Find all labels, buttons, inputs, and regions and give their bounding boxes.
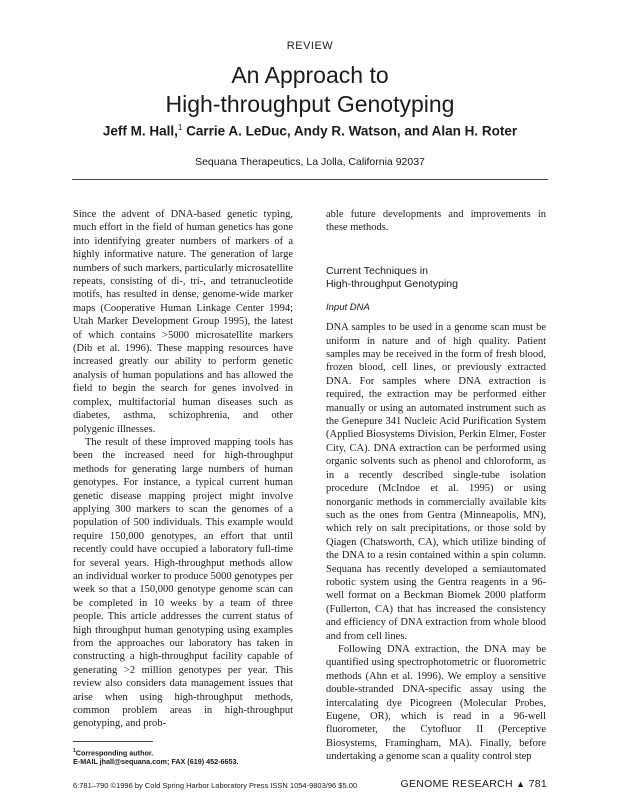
journal-name: GENOME RESEARCH <box>400 778 513 790</box>
author-names: Carrie A. LeDuc, Andy R. Watson, and Alan H. Roter <box>186 123 518 139</box>
article-title <box>0 61 620 119</box>
right-column <box>326 208 546 764</box>
paragraph: The result of these improved mapping tools has been the increased need for high-throughput methods for generating large numbers of human genotypes. For instance, a typical current human genetic disease mapping project might involve applying 300 markers to scan the genomes of a population of 500 individuals. This example would require 150,000 genotypes, an effort that until recently could have occupied a laboratory full-time for several years. High-throughput methods allow an individual worker to produce 5000 genotypes per week so that a 150,000 genotype genome scan can be completed in 10 weeks by a team of three people. This article addresses the current status of high throughput human genotyping using examples from the approaches our laboratory has taken in constructing a high-throughput facility capable of generating >2 million genotypes per year. This review also considers data management issues that arise when using high-throughput methods, common problem areas in high-throughput genotyping, and prob- <box>73 436 293 730</box>
section-heading-line-1: Current Techniques in <box>326 264 428 277</box>
footnote <box>73 747 293 766</box>
footnote-divider <box>73 741 153 742</box>
paragraph: Following DNA extraction, the DNA may be quantified using spectrophotometric or fluorometric methods (Ahn et al. 1996). We employ a sensitive double-stranded DNA-specific assay using the intercalating dye Picogreen (Molecular Probes, Eugene, OR), which is read in a 96-well fluorometer, the Cytofluor II (Perceptive Biosystems, Framingham, MA). Finally, before undertaking a genome scan a quality control step <box>326 643 546 763</box>
journal-footer <box>400 778 547 790</box>
footnote-line-1: Corresponding author. <box>75 748 154 758</box>
journal-logo-icon: ▲ <box>516 779 526 789</box>
section-heading-line-2: High-throughput Genotyping <box>326 277 458 290</box>
citation-line: 6:781–790 ©1996 by Cold Spring Harbor Laboratory Press ISSN 1054-9803/96 $5.00 <box>73 781 358 790</box>
paragraph: able future developments and improvements in these methods. <box>326 209 546 234</box>
title-line-2: High-throughput Genotyping <box>165 91 455 117</box>
section-label: REVIEW <box>286 40 334 52</box>
author-list <box>0 123 620 139</box>
affiliation: Sequana Therapeutics, La Jolla, California 92037 <box>195 156 425 168</box>
subsection-heading: Input DNA <box>326 301 370 313</box>
footnote-line-2: E-MAIL jhall@sequana.com; FAX (619) 452-6653. <box>73 757 239 767</box>
section-heading <box>326 265 546 291</box>
title-line-1: An Approach to <box>231 62 389 88</box>
author-superscript: 1 <box>177 123 183 132</box>
paragraph: DNA samples to be used in a genome scan must be uniform in nature and of high quality. Patient samples may be received in the form of fresh blood, frozen blood, cell lines, or previously extracted DNA. For samples where DNA extraction is required, the extraction may be performed either manually or using an automated instrument such as the Genepure 341 Nucleic Acid Purification System (Applied Biosystems Division, Perkin Elmer, Foster City, CA). DNA extraction can be performed using organic solvents such as phenol and chloroform, as in a recently described single-tube isolation procedure (McIndoe et al. 1995) or using nonorganic methods in commercially available kits such as the ones from Gentra (Minneapolis, MN), which rely on salt precipitations, or those sold by Qiagen (Chatsworth, CA), which utilize binding of the DNA to a resin contained within a spin column. Sequana has recently developed a semiautomated robotic system using the Gentra reagents in a 96-well format on a Beckman Biomek 2000 platform (Fullerton, CA) that has increased the consistency and efficiency of DNA extraction from whole blood and from cell lines. <box>326 322 546 642</box>
page-number: 781 <box>528 778 547 790</box>
author-name: Jeff M. Hall, <box>102 123 178 139</box>
paragraph: Since the advent of DNA-based genetic typing, much effort in the field of human genetics has gone into identifying greater numbers of markers of a highly informative nature. The generation of large numbers of such markers, particularly microsatellite repeats, consisting of di-, tri-, and tetranucleotide motifs, has resulted in dense, genome-wide marker maps (Cooperative Human Linkage Center 1994; Utah Marker Development Group 1995), the latest of which contains >5000 microsatellite markers (Dib et al. 1996). These mapping resources have increased greatly our ability to perform genetic analysis of human populations and has allowed the field to begin the search for genes involved in complex, multifactorial human diseases such as diabetes, asthma, schizophrenia, and other polygenic illnesses. <box>73 209 293 435</box>
footnote-marker: 1 <box>73 747 76 754</box>
header-divider <box>72 179 548 180</box>
left-column <box>73 208 293 766</box>
